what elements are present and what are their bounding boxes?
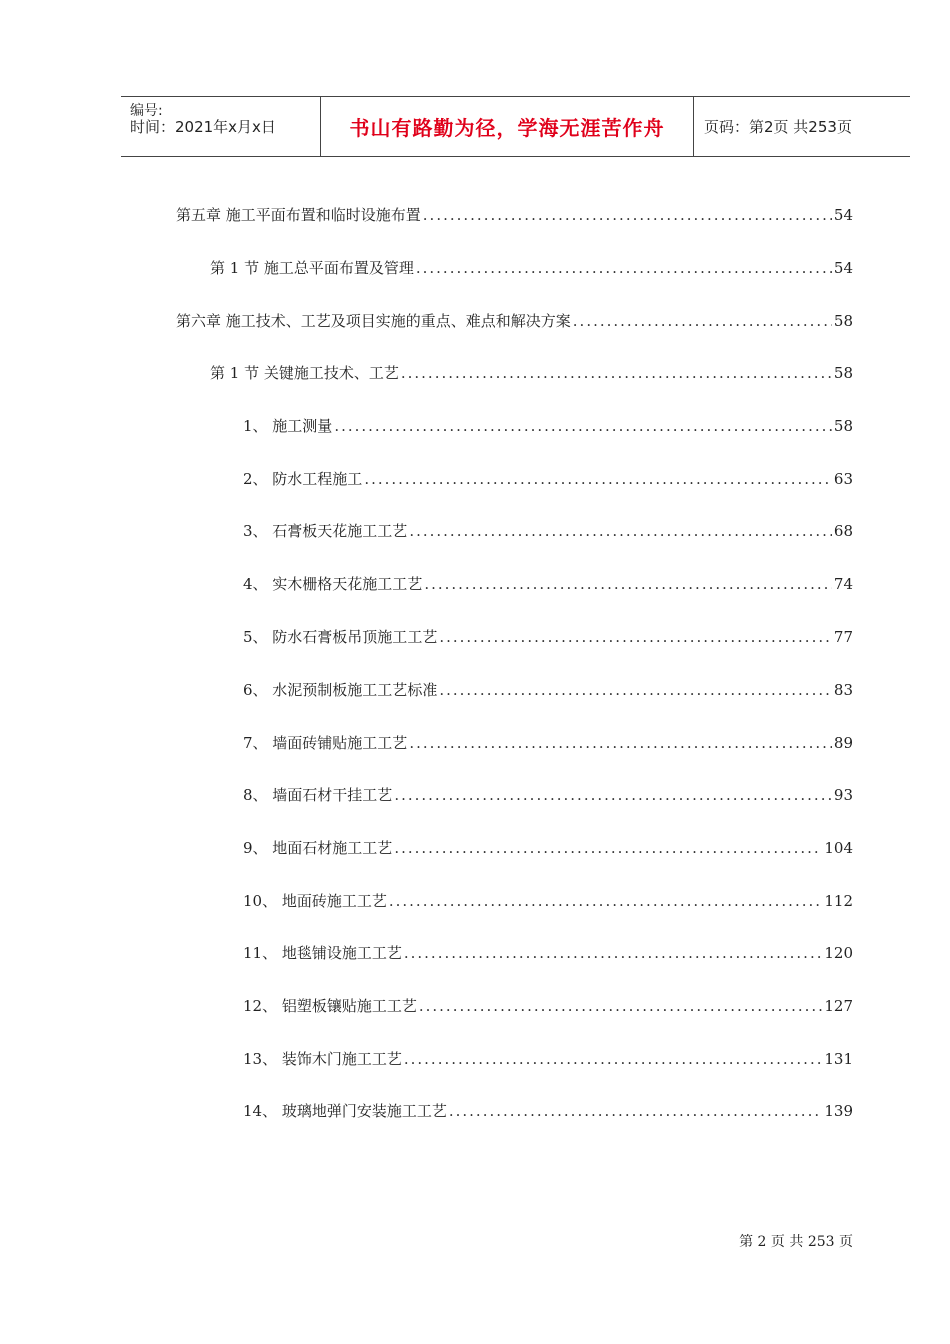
toc-leader-dots [423, 205, 832, 225]
toc-entry-label: 3、 石膏板天花施工工艺 [243, 522, 408, 540]
toc-entry-page: 93 [833, 786, 853, 804]
toc-entry-page: 89 [833, 734, 853, 752]
document-number-label: 编号: [130, 103, 163, 119]
toc-leader-dots [449, 1101, 823, 1121]
toc-entry[interactable] [243, 1101, 853, 1121]
toc-leader-dots [364, 469, 832, 489]
toc-entry-label: 6、 水泥预制板施工工艺标准 [243, 681, 438, 699]
header-left-cell [121, 97, 321, 156]
toc-leader-dots [389, 891, 823, 911]
toc-entry-page: 83 [833, 681, 853, 699]
toc-leader-dots [573, 311, 832, 331]
toc-entry-label: 2、 防水工程施工 [243, 470, 363, 488]
toc-leader-dots [439, 680, 832, 700]
page-footer: 第 2 页 共 253 页 [739, 1234, 853, 1250]
toc-entry[interactable] [176, 205, 853, 225]
toc-entry-page: 74 [833, 575, 853, 593]
toc-leader-dots [439, 627, 832, 647]
toc-entry[interactable] [243, 943, 853, 963]
toc-entry[interactable] [243, 574, 853, 594]
toc-entry[interactable] [243, 1049, 853, 1069]
header-motto-cell [321, 97, 694, 156]
toc-leader-dots [409, 733, 832, 753]
toc-entry-page: 58 [833, 312, 853, 330]
toc-entry-page: 77 [833, 628, 853, 646]
toc-entry-label: 11、 地毯铺设施工工艺 [243, 944, 402, 962]
toc-entry-label: 5、 防水石膏板吊顶施工工艺 [243, 628, 438, 646]
toc-entry-label: 10、 地面砖施工工艺 [243, 892, 387, 910]
toc-entry[interactable] [210, 258, 853, 278]
toc-entry-page: 139 [824, 1102, 853, 1120]
toc-entry[interactable] [243, 996, 853, 1016]
header-page-info: 页码：第2页 共253页 [704, 118, 852, 136]
toc-entry-page: 127 [824, 997, 853, 1015]
toc-entry-page: 63 [833, 470, 853, 488]
toc-entry-page: 68 [833, 522, 853, 540]
document-time-label: 时间：2021年x月x日 [130, 118, 276, 136]
toc-entry-page: 58 [833, 417, 853, 435]
toc-leader-dots [404, 1049, 823, 1069]
toc-entry-page: 120 [824, 944, 853, 962]
toc-entry-label: 1、 施工测量 [243, 417, 333, 435]
header-motto: 书山有路勤为径，学海无涯苦作舟 [349, 116, 665, 140]
toc-entry-page: 54 [833, 206, 853, 224]
toc-entry[interactable] [243, 416, 853, 436]
toc-leader-dots [424, 574, 832, 594]
toc-entry[interactable] [243, 521, 853, 541]
toc-entry-label: 第五章 施工平面布置和临时设施布置 [176, 206, 421, 224]
toc-entry[interactable] [243, 680, 853, 700]
toc-entry[interactable] [243, 785, 853, 805]
toc-entry[interactable] [243, 733, 853, 753]
toc-leader-dots [409, 521, 832, 541]
toc-entry-label: 4、 实木栅格天花施工工艺 [243, 575, 423, 593]
toc-entry-label: 12、 铝塑板镶贴施工工艺 [243, 997, 417, 1015]
page-header [121, 96, 910, 157]
toc-leader-dots [404, 943, 823, 963]
toc-entry-page: 131 [824, 1050, 853, 1068]
toc-entry-label: 8、 墙面石材干挂工艺 [243, 786, 393, 804]
toc-leader-dots [416, 258, 832, 278]
toc-entry-label: 13、 装饰木门施工工艺 [243, 1050, 402, 1068]
toc-entry[interactable] [210, 363, 853, 383]
toc-entry-page: 54 [833, 259, 853, 277]
toc-entry-label: 7、 墙面砖铺贴施工工艺 [243, 734, 408, 752]
toc-entry[interactable] [243, 891, 853, 911]
toc-entry-page: 112 [824, 892, 853, 910]
toc-leader-dots [401, 363, 832, 383]
toc-entry[interactable] [243, 838, 853, 858]
toc-entry-label: 第 1 节 关键施工技术、工艺 [210, 364, 399, 382]
toc-leader-dots [334, 416, 832, 436]
toc-entry[interactable] [176, 311, 853, 331]
toc-leader-dots [419, 996, 823, 1016]
toc-entry[interactable] [243, 469, 853, 489]
toc-entry-label: 9、 地面石材施工工艺 [243, 839, 393, 857]
toc-entry-page: 104 [824, 839, 853, 857]
toc-leader-dots [394, 785, 832, 805]
toc-leader-dots [394, 838, 822, 858]
toc-entry-label: 第 1 节 施工总平面布置及管理 [210, 259, 414, 277]
toc-entry-label: 第六章 施工技术、工艺及项目实施的重点、难点和解决方案 [176, 312, 571, 330]
toc-entry-page: 58 [833, 364, 853, 382]
header-page-cell [694, 97, 910, 156]
toc-entry-label: 14、 玻璃地弹门安装施工工艺 [243, 1102, 447, 1120]
toc-entry[interactable] [243, 627, 853, 647]
